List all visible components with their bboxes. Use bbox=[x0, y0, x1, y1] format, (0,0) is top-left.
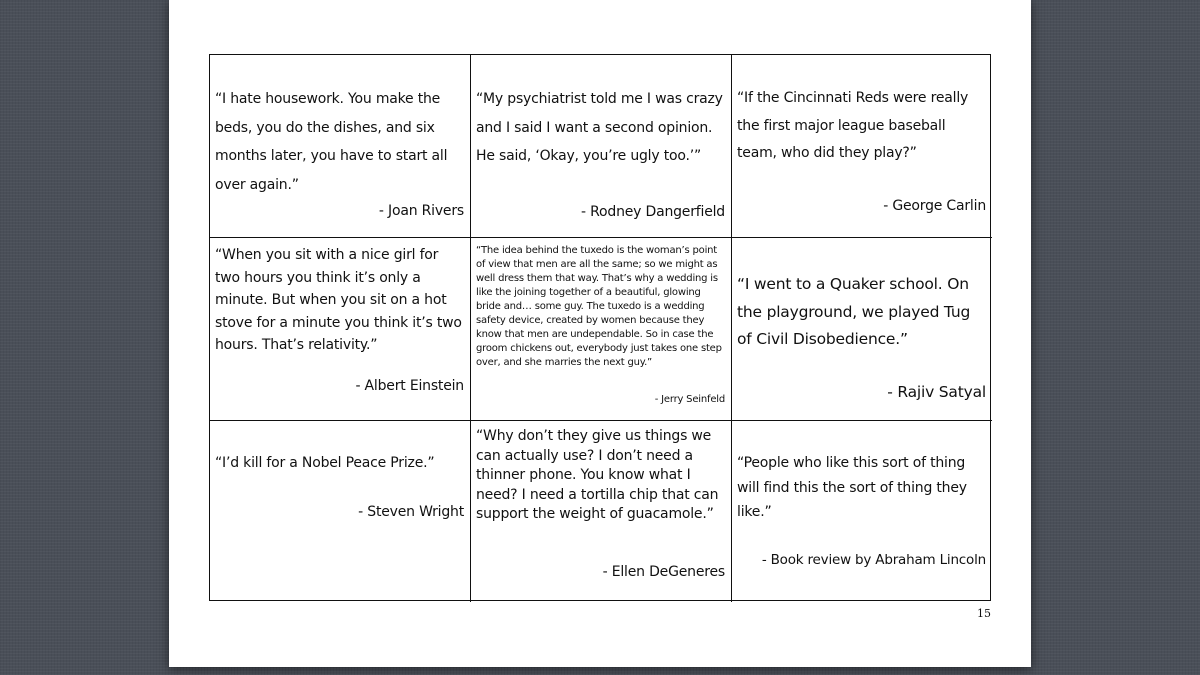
quote-text: “The idea behind the tuxedo is the woman’s point of view that men are all the same; so we might as well dress them that way. That’s why a wedding is like the joining together of a beautiful, glowing bride and… some guy. The tuxedo is a wedding safety device, created by women because they know that men are undependable. So in case the groom chickens out, everybody just takes one step over, and she marries the next guy.” bbox=[476, 245, 722, 368]
quote-author: - Ellen DeGeneres bbox=[602, 564, 725, 580]
quote-cell bbox=[471, 55, 732, 238]
quote-author: - George Carlin bbox=[883, 198, 986, 214]
quote-cell bbox=[210, 238, 471, 421]
quote-text: “I went to a Quaker school. On the playground, we played Tug of Civil Disobedience.” bbox=[737, 275, 971, 348]
quote-text: “When you sit with a nice girl for two hours you think it’s only a minute. But when you sit on a hot stove for a minute you think it’s two hours. That’s relativity.” bbox=[215, 247, 462, 353]
quote-author: - Rajiv Satyal bbox=[887, 383, 986, 401]
quote-text: “People who like this sort of thing will find this the sort of thing they like.” bbox=[737, 455, 967, 520]
quote-cell bbox=[732, 55, 992, 238]
document-page bbox=[169, 0, 1031, 667]
quote-author: - Rodney Dangerfield bbox=[581, 204, 725, 220]
quote-author: - Book review by Abraham Lincoln bbox=[761, 552, 986, 568]
quote-text: “My psychiatrist told me I was crazy and I said I want a second opinion. He said, ‘Okay, you’re ugly too.’” bbox=[476, 91, 723, 164]
quote-text: “If the Cincinnati Reds were really the first major league baseball team, who did they play?” bbox=[737, 90, 969, 161]
quote-author: - Jerry Seinfeld bbox=[654, 394, 725, 405]
quote-text: “Why don’t they give us things we can actually use? I don’t need a thinner phone. You know what I need? I need a tortilla chip that can support the weight of guacamole.” bbox=[476, 428, 719, 522]
quote-cell bbox=[210, 421, 471, 602]
quote-cell bbox=[732, 421, 992, 602]
quote-cell bbox=[471, 238, 732, 421]
page-number: 15 bbox=[977, 607, 991, 620]
quote-cell bbox=[471, 421, 732, 602]
quote-cell bbox=[732, 238, 992, 421]
quotes-table bbox=[209, 54, 991, 601]
quote-author: - Albert Einstein bbox=[355, 378, 464, 394]
quote-cell bbox=[210, 55, 471, 238]
quote-author: - Steven Wright bbox=[358, 504, 464, 520]
quote-text: “I’d kill for a Nobel Peace Prize.” bbox=[215, 455, 435, 471]
quote-author: - Joan Rivers bbox=[378, 203, 464, 219]
quote-text: “I hate housework. You make the beds, you do the dishes, and six months later, you have to start all over again.” bbox=[215, 91, 448, 193]
